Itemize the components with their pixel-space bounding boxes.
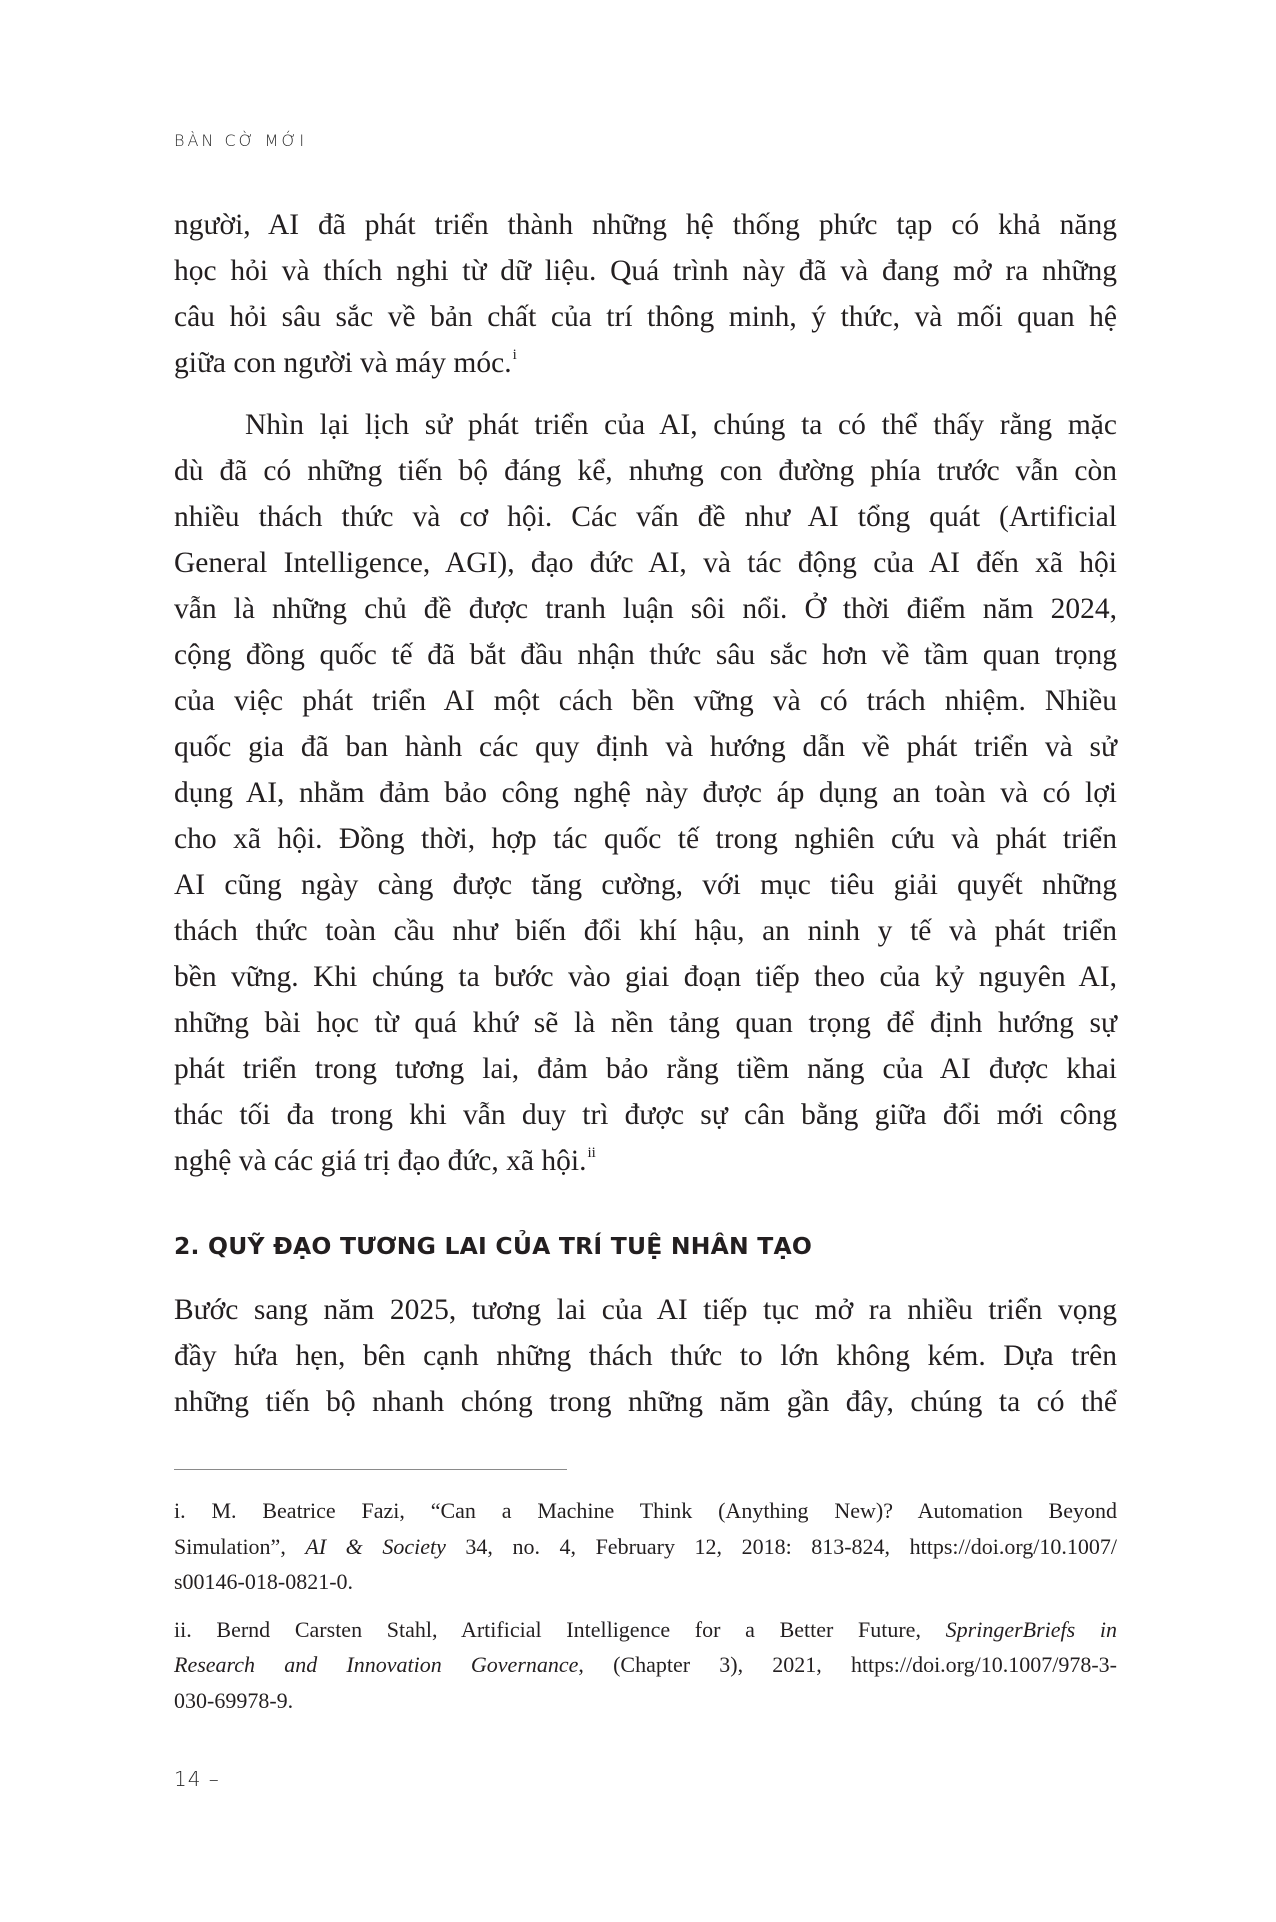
text-line: đầy hứa hẹn, bên cạnh những thách thức to lớn không kém. Dựa trên bbox=[174, 1340, 1117, 1372]
footnote-line bbox=[174, 1529, 1117, 1565]
footnote-i bbox=[174, 1493, 1117, 1600]
text-line: bền vững. Khi chúng ta bước vào giai đoạn tiếp theo của kỷ nguyên AI, bbox=[174, 961, 1117, 993]
text-line: dù đã có những tiến bộ đáng kể, nhưng con đường phía trước vẫn còn bbox=[174, 455, 1117, 487]
page-number: 14 – bbox=[174, 1767, 220, 1791]
footnote-link-text[interactable]: 34, no. 4, February 12, 2018: 813-824, https://doi.org/10.1007/ bbox=[445, 1533, 1117, 1559]
footnote-marker: ii. bbox=[174, 1616, 192, 1642]
footnotes bbox=[174, 1493, 1117, 1718]
text-line: vẫn là những chủ đề được tranh luận sôi nổi. Ở thời điểm năm 2024, bbox=[174, 593, 1117, 625]
footnote-text: Simulation”, bbox=[174, 1533, 306, 1559]
footnote-separator bbox=[174, 1469, 567, 1470]
text-line bbox=[174, 340, 1117, 386]
text-line: cộng đồng quốc tế đã bắt đầu nhận thức sâu sắc hơn về tầm quan trọng bbox=[174, 639, 1117, 671]
text-line-content: giữa con người và máy móc. bbox=[174, 347, 512, 379]
footnote-link-text[interactable]: , (Chapter 3), 2021, https://doi.org/10.1007/978-3- bbox=[578, 1652, 1117, 1677]
text-line-content: nghệ và các giá trị đạo đức, xã hội. bbox=[174, 1145, 587, 1177]
text-line: cho xã hội. Đồng thời, hợp tác quốc tế trong nghiên cứu và phát triển bbox=[174, 823, 1117, 855]
footnote-line[interactable]: 030-69978-9. bbox=[174, 1687, 294, 1713]
series-title: Research and Innovation Governance bbox=[174, 1652, 579, 1677]
text-line: General Intelligence, AGI), đạo đức AI, và tác động của AI đến xã hội bbox=[174, 547, 1117, 579]
footnote-line bbox=[174, 1493, 1117, 1529]
text-line: của việc phát triển AI một cách bền vững và có trách nhiệm. Nhiều bbox=[174, 685, 1117, 717]
journal-title: AI & Society bbox=[305, 1533, 446, 1559]
paragraph-2 bbox=[174, 402, 1117, 1184]
footnote-line[interactable]: s00146-018-0821-0. bbox=[174, 1569, 354, 1594]
text-line: người, AI đã phát triển thành những hệ thống phức tạp có khả năng bbox=[174, 209, 1117, 241]
section-heading: 2. QUỸ ĐẠO TƯƠNG LAI CỦA TRÍ TUỆ NHÂN TẠO bbox=[174, 1232, 813, 1260]
text-line: phát triển trong tương lai, đảm bảo rằng tiềm năng của AI được khai bbox=[174, 1053, 1117, 1085]
paragraph-3 bbox=[174, 1287, 1117, 1425]
running-head: BÀN CỜ MỚI bbox=[174, 131, 308, 150]
text-line: thách thức toàn cầu như biến đổi khí hậu, an ninh y tế và phát triển bbox=[174, 915, 1117, 947]
footnote-ii bbox=[174, 1612, 1117, 1719]
footnote-text: M. Beatrice Fazi, “Can a Machine Think (Anything New)? Automation Beyond bbox=[211, 1498, 1117, 1523]
footnote-line bbox=[174, 1647, 1117, 1683]
text-line: Bước sang năm 2025, tương lai của AI tiếp tục mở ra nhiều triển vọng bbox=[174, 1294, 1117, 1326]
text-line: thác tối đa trong khi vẫn duy trì được sự cân bằng giữa đổi mới công bbox=[174, 1099, 1117, 1131]
text-line: quốc gia đã ban hành các quy định và hướng dẫn về phát triển và sử bbox=[174, 731, 1117, 763]
text-line: những tiến bộ nhanh chóng trong những năm gần đây, chúng ta có thể bbox=[174, 1386, 1117, 1418]
text-line: những bài học từ quá khứ sẽ là nền tảng quan trọng để định hướng sự bbox=[174, 1007, 1117, 1039]
paragraph-1 bbox=[174, 202, 1117, 386]
text-line: nhiều thách thức và cơ hội. Các vấn đề như AI tổng quát (Artificial bbox=[174, 501, 1117, 533]
text-line: Nhìn lại lịch sử phát triển của AI, chúng ta có thể thấy rằng mặc bbox=[245, 409, 1117, 441]
text-line: câu hỏi sâu sắc về bản chất của trí thông minh, ý thức, và mối quan hệ bbox=[174, 301, 1117, 333]
text-line: AI cũng ngày càng được tăng cường, với mục tiêu giải quyết những bbox=[174, 869, 1117, 901]
text-line bbox=[174, 1138, 1117, 1184]
text-line: học hỏi và thích nghi từ dữ liệu. Quá trình này đã và đang mở ra những bbox=[174, 255, 1117, 287]
footnote-ref-ii[interactable]: ii bbox=[587, 1145, 596, 1161]
footnote-text: Bernd Carsten Stahl, Artificial Intelligence for a Better Future, bbox=[216, 1616, 946, 1642]
footnote-line bbox=[174, 1612, 1117, 1648]
footnote-marker: i. bbox=[174, 1498, 186, 1523]
text-line: dụng AI, nhằm đảm bảo công nghệ này được áp dụng an toàn và có lợi bbox=[174, 777, 1117, 809]
series-title: SpringerBriefs in bbox=[945, 1616, 1117, 1642]
footnote-ref-i[interactable]: i bbox=[512, 347, 517, 363]
